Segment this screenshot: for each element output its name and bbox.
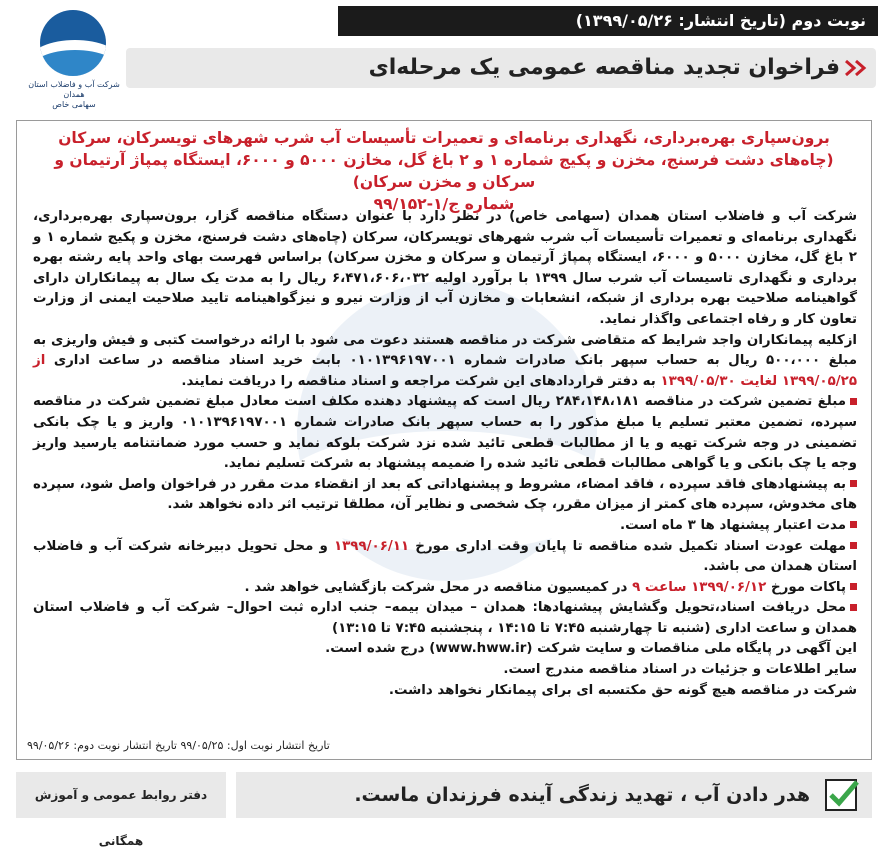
notice-text <box>33 207 857 701</box>
title-banner <box>126 48 876 88</box>
notice-headline: برون‌سپاری بهره‌برداری، نگهداری برنامه‌ای و تعمیرات تأسیسات آب شرب شهرهای تویسرکان، سرکان (چاه‌های دشت فرسنج، مخزن و پکیج شماره ۱ و ۲ باغ گل، مخازن ۵۰۰۰ و ۶۰۰۰، ایستگاه پمپاژ آرتیمان و سرکان و مخزن سرکان) شماره ج/۱-۹۹/۱۵۲ <box>54 129 834 213</box>
list-item: مبلغ تضمین شرکت در مناقصه ۲۸۴،۱۴۸،۱۸۱ ریال است که پیشنهاد دهنده مکلف است معادل مبلغ تضمین شرکت در مناقصه سپرده، تضمین معتبر تسلیم یا مبلغ مذکور را به حساب سپهر بانک صادرات شماره ۰۱۰۱۳۹۶۱۹۷۰۰۱ واریز و یا چک بانکی تضمینی در وجه شرکت تهیه و یا از مطالبات قطعی تائید شده نزد شرکت بلوکه نماید و حسب مورد ضمانتنامه یارسید واریز وجه یا چک بانکی و یا گواهی مطالبات قطعی تائید شده را ضمیمه پیشنهاد به شرکت تسلیم نماید. <box>33 394 858 472</box>
list-item: محل دریافت اسناد،تحویل وگشایش پیشنهادها: همدان – میدان بیمه– جنب اداره ثبت احوال– شرکت آب و فاضلاب استان همدان و ساعت اداری (شنبه تا چهارشنبه ۷:۴۵ تا ۱۴:۱۵ ، پنجشنبه ۷:۴۵ تا ۱۳:۱۵) <box>33 600 857 636</box>
more-info: سایر اطلاعات و جزئیات در اسناد مناقصه مندرج است. <box>503 662 857 678</box>
invitation-paragraph: ازکلیه پیمانکاران واجد شرایط که متقاضی شرکت در مناقصه هستند دعوت می شود با ارائه درخواست کتبی و فیش واریزی به مبلغ ۵۰۰،۰۰۰ ریال به حساب سپهر بانک صادرات شماره ۰۱۰۱۳۹۶۱۹۷۰۰۱ بابت خرید اسناد مناقصه در ساعت اداری از ۱۳۹۹/۰۵/۲۵ لغایت ۱۳۹۹/۰۵/۳۰ به دفتر قراردادهای این شرکت مراجعه و اسناد مناقصه را دریافت نمایند. <box>33 332 857 389</box>
slogan-text: هدر دادن آب ، تهدید زندگی آینده فرزندان ماست. <box>354 784 810 806</box>
footer <box>16 772 872 848</box>
list-item: پاکات مورخ ۱۳۹۹/۰۶/۱۲ ساعت ۹ در کمیسیون مناقصه در محل شرکت بازگشایی خواهد شد . <box>33 578 857 599</box>
department-label: دفتر روابط عمومی و آموزش همگانی <box>16 772 226 818</box>
notice-body: برون‌سپاری بهره‌برداری، نگهداری برنامه‌ای و تعمیرات تأسیسات آب شرب شهرهای تویسرکان، سرکان (چاه‌های دشت فرسنج، مخزن و پکیج شماره ۱ و ۲ باغ گل، مخازن ۵۰۰۰ و ۶۰۰۰، ایستگاه پمپاژ آرتیمان و سرکان و مخزن سرکان) شماره ج/۱-۹۹/۱۵۲ شرکت آب و فاضلاب استان همدان (سهامی خاص) در نظر دارد با عنوان دستگاه مناقصه گزار، برون‌سپاری بهره‌برداری، نگهداری برنامه‌ای و تعمیرات تأسیسات آب شرب شهرهای تویسرکان، سرکان (چاه‌های دشت فرسنج، مخزن و پکیج شماره ۱ و ۲ باغ گل، مخازن ۵۰۰۰ و ۶۰۰۰، ایستگاه پمپاژ آرتیمان و سرکان و مخزن سرکان) براساس فهرست بهای واحد پایه رشته بهره برداری و نگهداری تاسیسات آب شرب سال ۱۳۹۹ با برآورد اولیه ۶،۴۷۱،۶۰۶،۰۳۲ ریال را به مدت یک سال به پیمانکاران دارای گواهینامه صلاحیت بهره برداری از شبکه، انشعابات و مخازن آب از وزارت نیرو و نیزگواهینامه تایید صلاحیت ایمنی از وزارت تعاون کار و رفاه اجتماعی واگذار نماید. ازکلیه پیمانکاران واجد شرایط که متقاضی شرکت در مناقصه هستند دعوت می شود با ارائه درخواست کتبی و فیش واریزی به مبلغ ۵۰۰،۰۰۰ ریال به حساب سپهر بانک صادرات شماره ۰۱۰۱۳۹۶۱۹۷۰۰۱ بابت خرید اسناد مناقصه در ساعت اداری از ۱۳۹۹/۰۵/۲۵ لغایت ۱۳۹۹/۰۵/۳۰ به دفتر قراردادهای این شرکت مراجعه و اسناد مناقصه را دریافت نمایند. مبلغ تضمین شرکت در مناقصه ۲۸۴،۱۴۸،۱۸۱ ریال است که پیشنهاد دهنده مکلف است معادل مبلغ تضمین شرکت در مناقصه سپرده، تضمین معتبر تسلیم یا مبلغ مذکور را به حساب سپهر بانک صادرات شماره ۰۱۰۱۳۹۶۱۹۷۰۰۱ واریز و یا چک بانکی تضمینی در وجه شرکت تهیه و یا از مطالبات قطعی تائید شده نزد شرکت بلوکه نماید و حسب مورد ضمانتنامه یارسید واریز وجه یا چک بانکی و یا گواهی مطالبات قطعی تائید شده را ضمیمه پیشنهاد به شرکت تسلیم نماید. به پیشنهادهای فاقد سپرده ، فاقد امضاء، مشروط و پیشنهاداتی که بعد از انقضاء مدت مقرر در فراخوان واصل شود، سپرده های مخدوش، سپرده های کمتر از میزان مقرر، چک شخصی و نظایر آن، مطلقا ترتیب اثر داده نخواهد شد. مدت اعتبار پیشنهاد ها ۳ ماه است. مهلت عودت اسناد تکمیل شده مناقصه تا پایان وقت اداری مورخ ۱۳۹۹/۰۶/۱۱ و محل تحویل دبیرخانه شرکت آب و فاضلاب استان همدان می باشد. پاکات مورخ ۱۳۹۹/۰۶/۱۲ ساعت ۹ در کمیسیون مناقصه در محل شرکت بازگشایی خواهد شد . محل دریافت اسناد،تحویل وگشایش پیشنهادها: همدان – میدان بیمه– جنب اداره ثبت احوال– شرکت آب و فاضلاب استان همدان و ساعت اداری (شنبه تا چهارشنبه ۷:۴۵ تا ۱۴:۱۵ ، پنجشنبه ۷:۴۵ تا ۱۳:۱۵) این آگهی در پایگاه ملی مناقصات و سایت شرکت (www.hww.ir) درج شده است. سایر اطلاعات و جزئیات در اسناد مناقصه مندرج است. شرکت در مناقصه هیچ گونه حق مکتسبه ای برای پیمانکار نخواهد داشت. تاریخ انتشار نوبت اول: ۹۹/۰۵/۲۵ تاریخ انتشار نوبت دوم: ۹۹/۰۵/۲۶ <box>16 120 872 760</box>
list-item: مهلت عودت اسناد تکمیل شده مناقصه تا پایان وقت اداری مورخ ۱۳۹۹/۰۶/۱۱ و محل تحویل دبیرخانه شرکت آب و فاضلاب استان همدان می باشد. <box>33 538 857 575</box>
double-chevron-icon <box>844 59 870 77</box>
water-drop-icon <box>40 10 106 76</box>
list-item: مدت اعتبار پیشنهاد ها ۳ ماه است. <box>33 516 857 537</box>
intro-paragraph: شرکت آب و فاضلاب استان همدان (سهامی خاص) در نظر دارد با عنوان دستگاه مناقصه گزار، برون‌سپاری بهره‌برداری، نگهداری برنامه‌ای و تعمیرات تأسیسات آب شرب شهرهای تویسرکان، سرکان (چاه‌های دشت فرسنج، مخزن و پکیج شماره ۱ و ۲ باغ گل، مخازن ۵۰۰۰ و ۶۰۰۰، ایستگاه پمپاژ آرتیمان و سرکان و مخزن سرکان) براساس فهرست بهای واحد پایه رشته بهره برداری و نگهداری تاسیسات آب شرب سال ۱۳۹۹ با برآورد اولیه ۶،۴۷۱،۶۰۶،۰۳۲ ریال را به مدت یک سال به پیمانکاران دارای گواهینامه صلاحیت بهره برداری از شبکه، انشعابات و مخازن آب از وزارت نیرو و نیزگواهینامه تایید صلاحیت ایمنی از وزارت تعاون کار و رفاه اجتماعی واگذار نماید. <box>33 209 857 327</box>
slogan-bar <box>236 772 872 818</box>
publication-round: نوبت دوم (تاریخ انتشار: ۱۳۹۹/۰۵/۲۶) <box>338 6 878 36</box>
notice-number: شماره ج/۱-۹۹/۱۵۲ <box>373 195 515 213</box>
opening-date: ۱۳۹۹/۰۶/۱۲ ساعت ۹ <box>632 579 767 595</box>
top-bar <box>0 0 886 40</box>
logo-caption: شرکت آب و فاضلاب استان همدان سهامی خاص <box>28 80 120 109</box>
ad-notice: این آگهی در پایگاه ملی مناقصات و سایت شرکت (www.hww.ir) درج شده است. <box>325 641 857 657</box>
list-item: به پیشنهادهای فاقد سپرده ، فاقد امضاء، مشروط و پیشنهاداتی که بعد از انقضاء مدت مقرر در فراخوان واصل شود، سپرده های مخدوش، سپرده های کمتر از میزان مقرر، چک شخصی و نظایر آن، مطلقا ترتیب اثر داده نخواهد شد. <box>33 476 857 513</box>
checkmark-icon <box>824 778 860 812</box>
deadline-date: ۱۳۹۹/۰۶/۱۱ <box>333 538 410 554</box>
no-right-notice: شرکت در مناقصه هیچ گونه حق مکتسبه ای برای پیمانکار نخواهد داشت. <box>388 682 857 698</box>
company-logo <box>16 6 126 116</box>
page-title: فراخوان تجدید مناقصه عمومی یک مرحله‌ای <box>368 55 840 80</box>
purchase-dates: از ۱۳۹۹/۰۵/۲۵ لغایت ۱۳۹۹/۰۵/۳۰ <box>33 353 857 389</box>
